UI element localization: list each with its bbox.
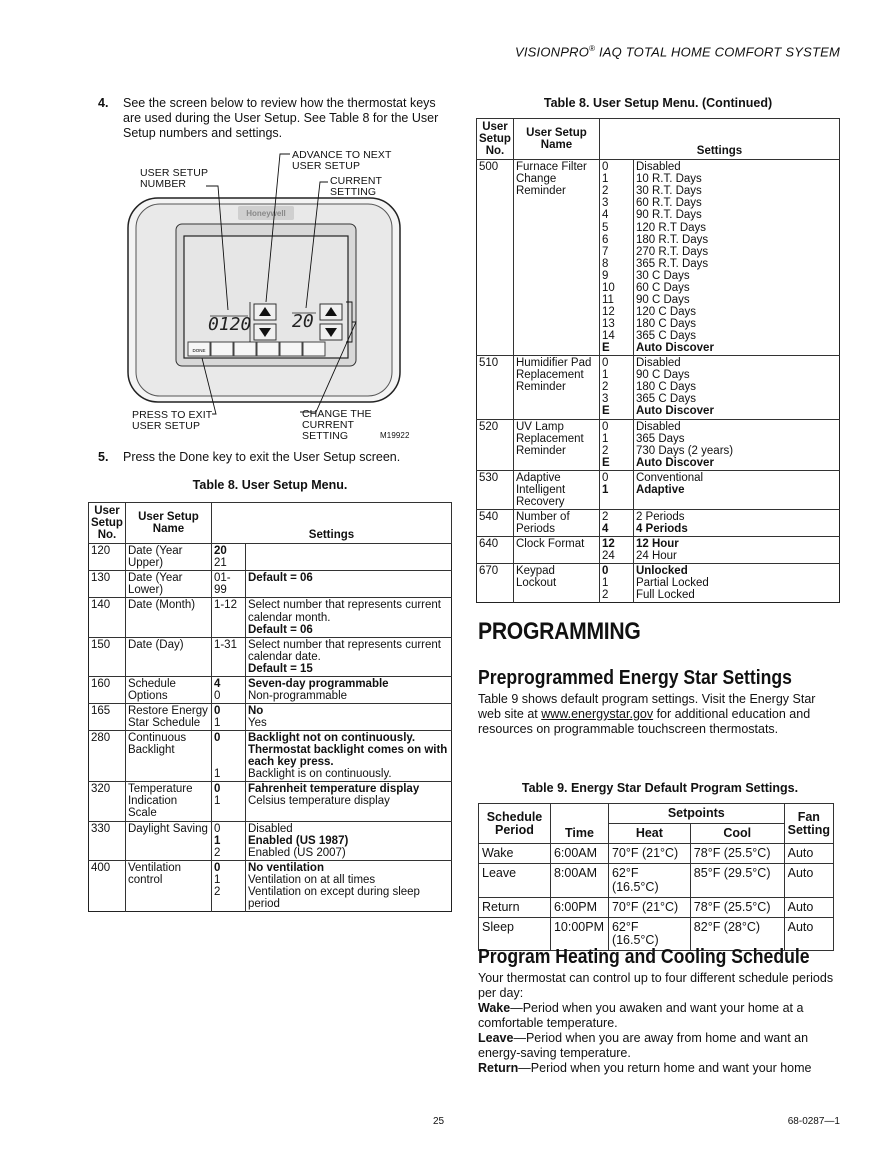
col-header-name: User Setup Name	[125, 503, 211, 544]
setting-values	[211, 637, 245, 676]
setting-descriptions	[633, 564, 839, 603]
setup-number: 120	[89, 544, 126, 571]
table8-caption: Table 8. User Setup Menu.	[192, 478, 348, 492]
page-number: 25	[433, 1116, 445, 1127]
setup-number: 500	[477, 160, 514, 356]
energy-star-paragraph: Table 9 shows default program settings. Visit the Energy Star web site at www.energystar.gov for additional education and resources on programmable touchscreen thermostats.	[478, 692, 816, 736]
setting-value: 1	[601, 577, 609, 590]
setting-description: Partial Locked	[635, 577, 709, 590]
setting-description: No ventilation	[247, 861, 324, 874]
setting-description: Disabled	[635, 420, 681, 433]
setting-value: 8	[601, 257, 609, 270]
setting-default: Default = 15	[247, 662, 313, 675]
setup-number-display: 0120	[208, 314, 252, 335]
setting-value: 2	[601, 444, 609, 457]
table-row	[477, 537, 840, 564]
col-header-cool: Cool	[690, 824, 784, 844]
setting-description: Ventilation on except during sleep period	[247, 885, 420, 910]
setting-description: Non-programmable	[247, 689, 348, 702]
setting-value: 0	[601, 357, 609, 370]
setting-value: 3	[601, 393, 609, 406]
setup-number: 330	[89, 821, 126, 860]
setting-value: 3	[601, 197, 609, 210]
setting-value: E	[601, 342, 610, 355]
col-header-no: User Setup No.	[89, 503, 126, 544]
setting-descriptions	[245, 821, 451, 860]
setting-description: Select number that represents current calendar month.	[247, 599, 441, 624]
col-header-period: Schedule Period	[479, 804, 551, 844]
setting-description: Celsius temperature display	[247, 795, 390, 808]
setting-description: Full Locked	[635, 589, 695, 602]
brand-logo: Honeywell	[246, 209, 286, 218]
schedule-item-wake: Wake—Period when you awaken and want your home at a comfortable temperature.	[478, 1001, 804, 1030]
current-setting-display: 20	[292, 311, 314, 332]
user-setup-table-continued	[476, 118, 840, 603]
setting-descriptions	[245, 544, 451, 571]
table-row	[89, 731, 452, 782]
setting-description: 365 C Days	[635, 393, 697, 406]
section-title-programming: PROGRAMMING	[478, 618, 641, 645]
schedule-intro: Your thermostat can control up to four different schedule periods per day:	[478, 971, 834, 1000]
setting-description: Enabled (US 1987)	[247, 834, 349, 847]
col-header-settings: Settings	[211, 503, 451, 544]
callout-press-to-exit: PRESS TO EXIT USER SETUP	[132, 409, 213, 433]
table8	[88, 502, 452, 912]
setting-description: 120 C Days	[635, 305, 697, 318]
setting-description: Auto Discover	[635, 342, 714, 355]
energy-star-link[interactable]: www.energystar.gov	[541, 707, 654, 721]
table8-body	[89, 544, 452, 912]
setting-value: 9	[601, 269, 609, 282]
table-row	[89, 598, 452, 637]
setup-name: Adaptive Intelligent Recovery	[513, 470, 599, 509]
setting-value: 12	[601, 538, 615, 551]
setup-name: Furnace Filter Change Reminder	[513, 160, 599, 356]
setting-description: Backlight not on continuously. Thermostat backlight comes on with each key press.	[247, 732, 448, 769]
setting-description: Disabled	[247, 822, 293, 835]
page-header: VISIONPRO® IAQ TOTAL HOME COMFORT SYSTEM	[515, 44, 840, 60]
setting-value: 0	[601, 471, 609, 484]
setting-values	[599, 564, 633, 603]
setup-name: Date (Year Lower)	[125, 571, 211, 598]
setting-value: 24	[601, 550, 615, 563]
setting-values	[211, 544, 245, 571]
setting-value: 0	[601, 161, 609, 174]
setup-name: Ventilation control	[125, 860, 211, 911]
step-5: 5. Press the Done key to exit the User Setup screen.	[98, 450, 401, 464]
setting-value: 0	[213, 822, 221, 835]
setting-value: E	[601, 405, 610, 418]
setting-value: 2	[213, 846, 221, 859]
table-row	[89, 676, 452, 703]
setting-values	[211, 731, 245, 782]
setting-value: 1	[213, 768, 221, 781]
setting-value: 2	[213, 885, 221, 898]
setting-value: 2	[601, 510, 609, 523]
setting-values	[211, 571, 245, 598]
setting-description: Conventional	[635, 471, 704, 484]
setting-description: 90 C Days	[635, 369, 690, 382]
energy-star-table	[478, 803, 834, 951]
setting-description: 365 Days	[635, 432, 685, 445]
setting-description: 4 Periods	[635, 523, 688, 535]
setup-name: Date (Day)	[125, 637, 211, 676]
table-row	[89, 703, 452, 730]
setting-values	[599, 419, 633, 470]
setting-description: Fahrenheit temperature display	[247, 783, 420, 796]
subtitle-schedule: Program Heating and Cooling Schedule	[478, 946, 810, 968]
document-number: 68-0287—1	[787, 1116, 840, 1127]
table-row: Wake 6:00AM 70°F (21°C) 78°F (25.5°C) Auto	[479, 844, 834, 864]
setting-value: 1	[601, 432, 609, 445]
callout-advance: ADVANCE TO NEXT USER SETUP	[292, 149, 392, 173]
setting-value: 12	[601, 305, 615, 318]
setting-values	[211, 782, 245, 821]
setup-name: Schedule Options	[125, 676, 211, 703]
setting-description: 2 Periods	[635, 510, 685, 523]
subtitle-energy-star: Preprogrammed Energy Star Settings	[478, 667, 792, 689]
setting-description: Select number that represents current calendar date.	[247, 638, 441, 663]
setup-name: Date (Year Upper)	[125, 544, 211, 571]
setting-value: 0	[213, 783, 221, 796]
setting-descriptions	[633, 537, 839, 564]
setup-number: 160	[89, 676, 126, 703]
setting-default: Default = 06	[247, 623, 313, 636]
setup-number: 280	[89, 731, 126, 782]
figure-id: M19922	[380, 431, 410, 440]
col-header-fan: Fan Setting	[784, 804, 833, 844]
setting-descriptions	[245, 860, 451, 911]
setting-value: 1	[213, 717, 221, 729]
setup-number: 530	[477, 470, 514, 509]
setup-number: 400	[89, 860, 126, 911]
setup-name: Keypad Lockout	[513, 564, 599, 603]
table9-caption: Table 9. Energy Star Default Program Settings.	[521, 781, 799, 795]
setup-number: 520	[477, 419, 514, 470]
setting-value: 01-99	[213, 572, 231, 597]
schedule-item-leave: Leave—Period when you are away from home and want an energy-saving temperature.	[478, 1031, 809, 1060]
setting-description: Enabled (US 2007)	[247, 846, 346, 859]
setting-values	[599, 160, 633, 356]
setup-name: Humidifier Pad Replacement Reminder	[513, 356, 599, 419]
setting-value: 1	[213, 834, 221, 847]
setup-number: 510	[477, 356, 514, 419]
table-row	[89, 860, 452, 911]
setting-values	[599, 470, 633, 509]
table-row	[477, 419, 840, 470]
setup-name: Restore Energy Star Schedule	[125, 703, 211, 730]
setting-description: Disabled	[635, 161, 681, 174]
setting-description: 270 R.T. Days	[635, 245, 709, 258]
setting-descriptions	[245, 731, 451, 782]
setup-number: 150	[89, 637, 126, 676]
col-header-time: Time	[550, 804, 608, 844]
setting-value: 4	[601, 523, 609, 535]
setting-description: Auto Discover	[635, 405, 714, 418]
setup-number: 320	[89, 782, 126, 821]
table-row	[477, 564, 840, 603]
user-setup-table	[88, 502, 452, 912]
setting-description: 10 R.T. Days	[635, 173, 702, 186]
setting-values	[599, 356, 633, 419]
setting-description: Auto Discover	[635, 456, 714, 469]
table-row	[477, 509, 840, 536]
setting-description	[248, 545, 449, 557]
table-row: Leave 8:00AM 62°F (16.5°C) 85°F (29.5°C) Auto	[479, 864, 834, 897]
setting-value: 14	[601, 330, 615, 343]
setting-value: 0	[601, 420, 609, 433]
setting-values	[211, 860, 245, 911]
setting-values	[599, 537, 633, 564]
setting-value: 2	[601, 185, 609, 198]
setting-descriptions	[633, 160, 839, 356]
setting-value: 0	[601, 565, 609, 578]
table-row	[477, 160, 840, 356]
setting-description: Backlight is on continuously.	[247, 768, 392, 781]
setting-description: 365 C Days	[635, 330, 697, 343]
setting-description: Seven-day programmable	[247, 677, 389, 690]
setting-value: 1	[213, 873, 221, 886]
setting-value: 10	[601, 281, 615, 294]
table8c-body	[477, 160, 840, 603]
col-header-no: User Setup No.	[477, 119, 514, 160]
setting-values	[599, 509, 633, 536]
setting-value: 4	[601, 209, 609, 222]
setting-descriptions	[633, 419, 839, 470]
setting-values	[211, 598, 245, 637]
setting-value: 1	[601, 173, 609, 186]
col-header-settings: Settings	[599, 119, 839, 160]
setting-description: 120 R.T Days	[635, 221, 707, 234]
setting-description: 180 R.T. Days	[635, 233, 709, 246]
setting-value: 11	[601, 293, 614, 306]
setting-descriptions	[245, 782, 451, 821]
setup-name: Number of Periods	[513, 509, 599, 536]
table-row	[89, 544, 452, 571]
setup-name: Temperature Indication Scale	[125, 782, 211, 821]
setting-description: 12 Hour	[635, 538, 679, 551]
callout-user-setup-number: USER SETUP NUMBER	[140, 167, 209, 191]
table-row: Return 6:00PM 70°F (21°C) 78°F (25.5°C) Auto	[479, 897, 834, 917]
setup-number: 640	[477, 537, 514, 564]
setting-value: 7	[601, 245, 609, 258]
setting-descriptions	[245, 637, 451, 676]
table-row	[477, 470, 840, 509]
table8-continued	[476, 118, 840, 603]
table-row: Sleep 10:00PM 62°F (16.5°C) 82°F (28°C) Auto	[479, 917, 834, 950]
table8c-caption: Table 8. User Setup Menu. (Continued)	[543, 96, 773, 110]
col-header-name: User Setup Name	[513, 119, 599, 160]
setting-value: 0	[213, 689, 221, 702]
setting-value: 2	[601, 589, 609, 602]
setting-value: 21	[213, 557, 227, 570]
setting-descriptions	[245, 598, 451, 637]
setting-value: 1-12	[213, 599, 237, 612]
setting-value: 2	[601, 381, 609, 394]
setting-descriptions	[633, 509, 839, 536]
setting-description: No	[247, 704, 264, 717]
table9	[478, 803, 834, 951]
setting-descriptions	[633, 356, 839, 419]
table-row	[477, 356, 840, 419]
table-row	[89, 571, 452, 598]
setting-description: Default = 06	[247, 572, 313, 585]
setup-name: Daylight Saving	[125, 821, 211, 860]
setting-values	[211, 676, 245, 703]
setting-description: 60 R.T. Days	[635, 197, 702, 210]
setting-description: Yes	[247, 717, 267, 729]
setting-values	[211, 821, 245, 860]
setting-descriptions	[245, 676, 451, 703]
callout-change-setting: CHANGE THE CURRENT SETTING	[302, 408, 372, 443]
setting-description: 90 R.T. Days	[635, 209, 702, 222]
setting-description: 30 R.T. Days	[635, 185, 702, 198]
setting-descriptions	[245, 571, 451, 598]
col-header-heat: Heat	[608, 824, 690, 844]
setting-values	[211, 703, 245, 730]
setting-value: 13	[601, 318, 615, 330]
setting-description	[248, 557, 449, 569]
setting-description: 180 C Days	[635, 381, 697, 394]
setting-description: 730 Days (2 years)	[635, 444, 734, 457]
setup-number: 130	[89, 571, 126, 598]
setting-description: Ventilation on at all times	[247, 873, 376, 886]
setting-description: 180 C Days	[635, 318, 697, 330]
table-row	[89, 637, 452, 676]
setup-number: 540	[477, 509, 514, 536]
setting-value: 1	[213, 795, 221, 808]
schedule-item-return: Return—Period when you return home and want your home	[478, 1061, 812, 1075]
setting-value: 1	[601, 483, 609, 496]
setting-value: 5	[601, 221, 609, 234]
table-row	[89, 782, 452, 821]
setup-name: Clock Format	[513, 537, 599, 564]
setting-description: Unlocked	[635, 565, 688, 578]
setting-description: 60 C Days	[635, 281, 690, 294]
setting-description: 24 Hour	[635, 550, 677, 563]
setup-number: 140	[89, 598, 126, 637]
setting-description: 90 C Days	[635, 293, 690, 306]
done-key-label: DONE	[192, 348, 206, 353]
setting-description: 30 C Days	[635, 269, 690, 282]
setup-name: Continuous Backlight	[125, 731, 211, 782]
setting-descriptions	[633, 470, 839, 509]
setting-value: 1-31	[213, 638, 237, 651]
setting-description: Disabled	[635, 357, 681, 370]
schedule-paragraph	[478, 971, 838, 1076]
setting-value: 0	[213, 861, 221, 874]
setting-value: 4	[213, 677, 221, 690]
setup-number: 165	[89, 703, 126, 730]
setting-value: 20	[213, 545, 227, 558]
setting-value: 0	[213, 732, 221, 745]
setting-value: 6	[601, 233, 609, 246]
table-row	[89, 821, 452, 860]
setting-description: Adaptive	[635, 483, 685, 496]
setup-name: Date (Month)	[125, 598, 211, 637]
step-4: 4. See the screen below to review how the thermostat keys are used during the User Setup. See Table 8 for the User Setup numbers and settings.	[98, 96, 439, 140]
col-header-setpoints: Setpoints	[608, 804, 784, 824]
setting-value: 1	[601, 369, 609, 382]
setting-descriptions	[245, 703, 451, 730]
setting-description: 365 R.T. Days	[635, 257, 709, 270]
callout-current-setting: CURRENT SETTING	[330, 175, 383, 199]
setup-name: UV Lamp Replacement Reminder	[513, 419, 599, 470]
setting-value: E	[601, 456, 610, 469]
setting-value: 0	[213, 704, 221, 717]
setup-number: 670	[477, 564, 514, 603]
